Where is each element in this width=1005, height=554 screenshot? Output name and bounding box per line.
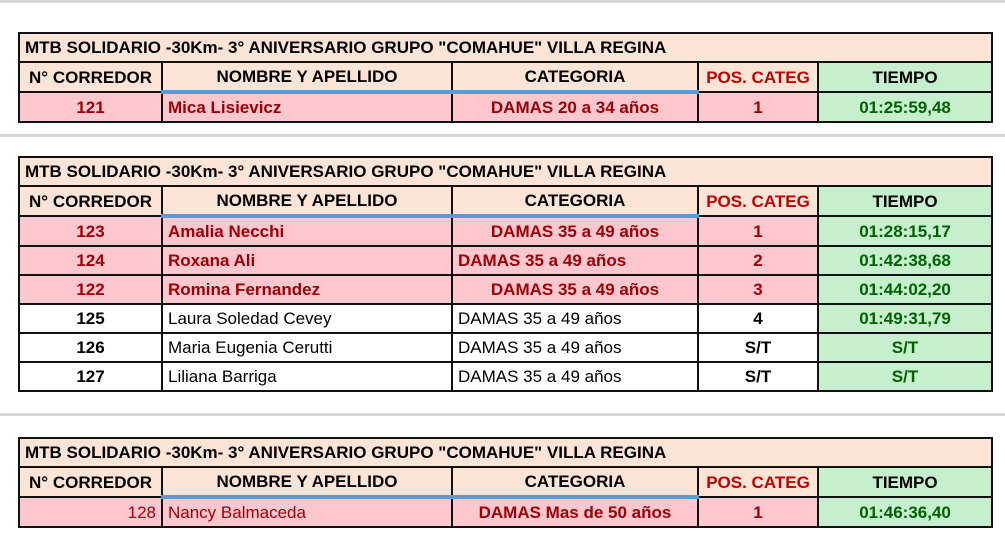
runner-name: Nancy Balmaceda <box>162 497 452 527</box>
runner-position: 3 <box>698 275 818 304</box>
runner-time: 01:44:02,20 <box>818 275 992 304</box>
col-header-position: POS. CATEG <box>698 186 818 216</box>
col-header-category: CATEGORIA <box>452 186 698 216</box>
table-row <box>19 333 992 362</box>
table-row <box>19 92 992 122</box>
runner-number: 122 <box>19 275 162 304</box>
col-header-name: NOMBRE Y APELLIDO <box>162 186 452 216</box>
col-header-time: TIEMPO <box>818 62 992 92</box>
runner-time: 01:49:31,79 <box>818 304 992 333</box>
table-row <box>19 216 992 246</box>
runner-category: DAMAS 35 a 49 años <box>452 246 698 275</box>
runner-time: S/T <box>818 333 992 362</box>
runner-position: 2 <box>698 246 818 275</box>
runner-number: 121 <box>19 92 162 122</box>
top-separator <box>0 0 1005 3</box>
section-separator <box>0 134 1005 137</box>
table-row <box>19 362 992 391</box>
results-table-3 <box>18 437 993 528</box>
runner-position: 1 <box>698 497 818 527</box>
runner-number: 126 <box>19 333 162 362</box>
runner-name: Laura Soledad Cevey <box>162 304 452 333</box>
col-header-time: TIEMPO <box>818 467 992 497</box>
runner-position: S/T <box>698 362 818 391</box>
runner-name: Maria Eugenia Cerutti <box>162 333 452 362</box>
runner-name: Romina Fernandez <box>162 275 452 304</box>
col-header-number: N° CORREDOR <box>19 186 162 216</box>
col-header-name: NOMBRE Y APELLIDO <box>162 62 452 92</box>
table-title: MTB SOLIDARIO -30Km- 3° ANIVERSARIO GRUPO "COMAHUE" VILLA REGINA <box>19 157 992 186</box>
runner-category: DAMAS 35 a 49 años <box>452 362 698 391</box>
runner-name: Liliana Barriga <box>162 362 452 391</box>
runner-position: S/T <box>698 333 818 362</box>
col-header-position: POS. CATEG <box>698 62 818 92</box>
section-separator <box>0 413 1005 416</box>
runner-name: Mica Lisievicz <box>162 92 452 122</box>
runner-time: 01:42:38,68 <box>818 246 992 275</box>
runner-number: 128 <box>19 497 162 527</box>
table-row <box>19 304 992 333</box>
table-title: MTB SOLIDARIO -30Km- 3° ANIVERSARIO GRUPO "COMAHUE" VILLA REGINA <box>19 33 992 62</box>
table-title: MTB SOLIDARIO -30Km- 3° ANIVERSARIO GRUPO "COMAHUE" VILLA REGINA <box>19 438 992 467</box>
col-header-position: POS. CATEG <box>698 467 818 497</box>
col-header-name: NOMBRE Y APELLIDO <box>162 467 452 497</box>
runner-number: 123 <box>19 216 162 246</box>
table-row <box>19 275 992 304</box>
runner-category: DAMAS 35 a 49 años <box>452 275 698 304</box>
runner-time: 01:25:59,48 <box>818 92 992 122</box>
runner-position: 1 <box>698 92 818 122</box>
runner-category: DAMAS Mas de 50 años <box>452 497 698 527</box>
runner-time: 01:28:15,17 <box>818 216 992 246</box>
runner-category: DAMAS 35 a 49 años <box>452 304 698 333</box>
runner-category: DAMAS 35 a 49 años <box>452 333 698 362</box>
runner-time: 01:46:36,40 <box>818 497 992 527</box>
runner-number: 127 <box>19 362 162 391</box>
col-header-time: TIEMPO <box>818 186 992 216</box>
runner-time: S/T <box>818 362 992 391</box>
runner-category: DAMAS 20 a 34 años <box>452 92 698 122</box>
runner-name: Amalia Necchi <box>162 216 452 246</box>
table-row <box>19 246 992 275</box>
col-header-number: N° CORREDOR <box>19 62 162 92</box>
col-header-number: N° CORREDOR <box>19 467 162 497</box>
runner-position: 4 <box>698 304 818 333</box>
results-table-1 <box>18 32 993 123</box>
col-header-category: CATEGORIA <box>452 62 698 92</box>
col-header-category: CATEGORIA <box>452 467 698 497</box>
runner-name: Roxana Ali <box>162 246 452 275</box>
runner-category: DAMAS 35 a 49 años <box>452 216 698 246</box>
table-row <box>19 497 992 527</box>
runner-number: 124 <box>19 246 162 275</box>
runner-number: 125 <box>19 304 162 333</box>
runner-position: 1 <box>698 216 818 246</box>
results-table-2 <box>18 156 993 392</box>
